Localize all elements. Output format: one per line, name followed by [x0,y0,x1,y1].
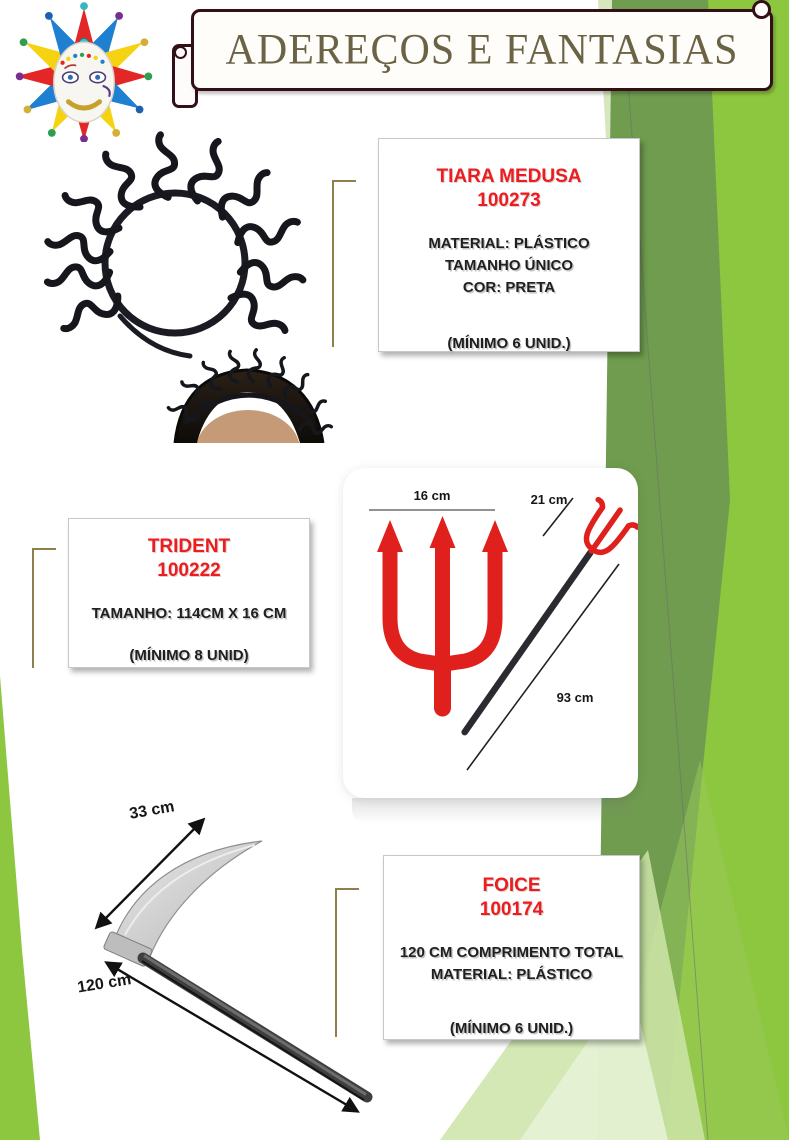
medusa-headband-image [20,148,330,363]
product-name: FOICE [482,875,541,896]
product-card-foice [383,855,640,1040]
spec-line: COR: PRETA [462,279,556,296]
product-name: TIARA MEDUSA [436,166,582,187]
product-card-trident [68,518,310,668]
trident-reflection [352,798,630,824]
product-code: 100222 [157,560,221,581]
scythe-blade-label: 33 cm [128,798,176,823]
snakes [46,134,305,340]
banner-curl-icon [752,0,771,19]
spec-line: TAMANHO: 114CM X 16 CM [91,605,287,622]
product-specs [384,942,639,986]
product-minimum: (MÍNIMO 6 UNID.) [449,1020,574,1037]
spec-line: TAMANHO ÚNICO [444,257,574,274]
trident-shaft-label: 93 cm [556,690,594,705]
product-name: TRIDENT [147,536,231,557]
product-code: 100273 [477,190,541,211]
medusa-worn-image [150,338,345,443]
banner-scroll-spiral-icon [174,46,187,59]
title-banner [191,9,773,91]
product-minimum: (MÍNIMO 6 UNID.) [447,335,571,352]
product-card-tiara-medusa [378,138,640,352]
product-minimum: (MÍNIMO 8 UNID) [129,647,249,664]
bracket-foice [335,888,359,1037]
product-specs [69,603,309,625]
trident-image [343,468,638,798]
scythe-blade [113,841,262,959]
product-code: 100174 [479,899,544,920]
trident-head-height-label: 21 cm [530,492,568,507]
scythe-total-label: 120 cm [76,971,133,997]
spec-line: MATERIAL: PLÁSTICO [430,966,593,983]
bracket-trident [32,548,56,668]
jester-mask-icon [6,0,162,142]
product-specs [379,233,639,299]
spec-line: MATERIAL: PLÁSTICO [428,235,590,252]
spec-line: 120 CM COMPRIMENTO TOTAL [399,944,624,961]
trident-head-width-label: 16 cm [413,488,451,503]
scythe-handle [142,956,367,1101]
page-title: ADEREÇOS E FANTASIAS [225,26,739,74]
bracket-tiara [332,180,356,347]
